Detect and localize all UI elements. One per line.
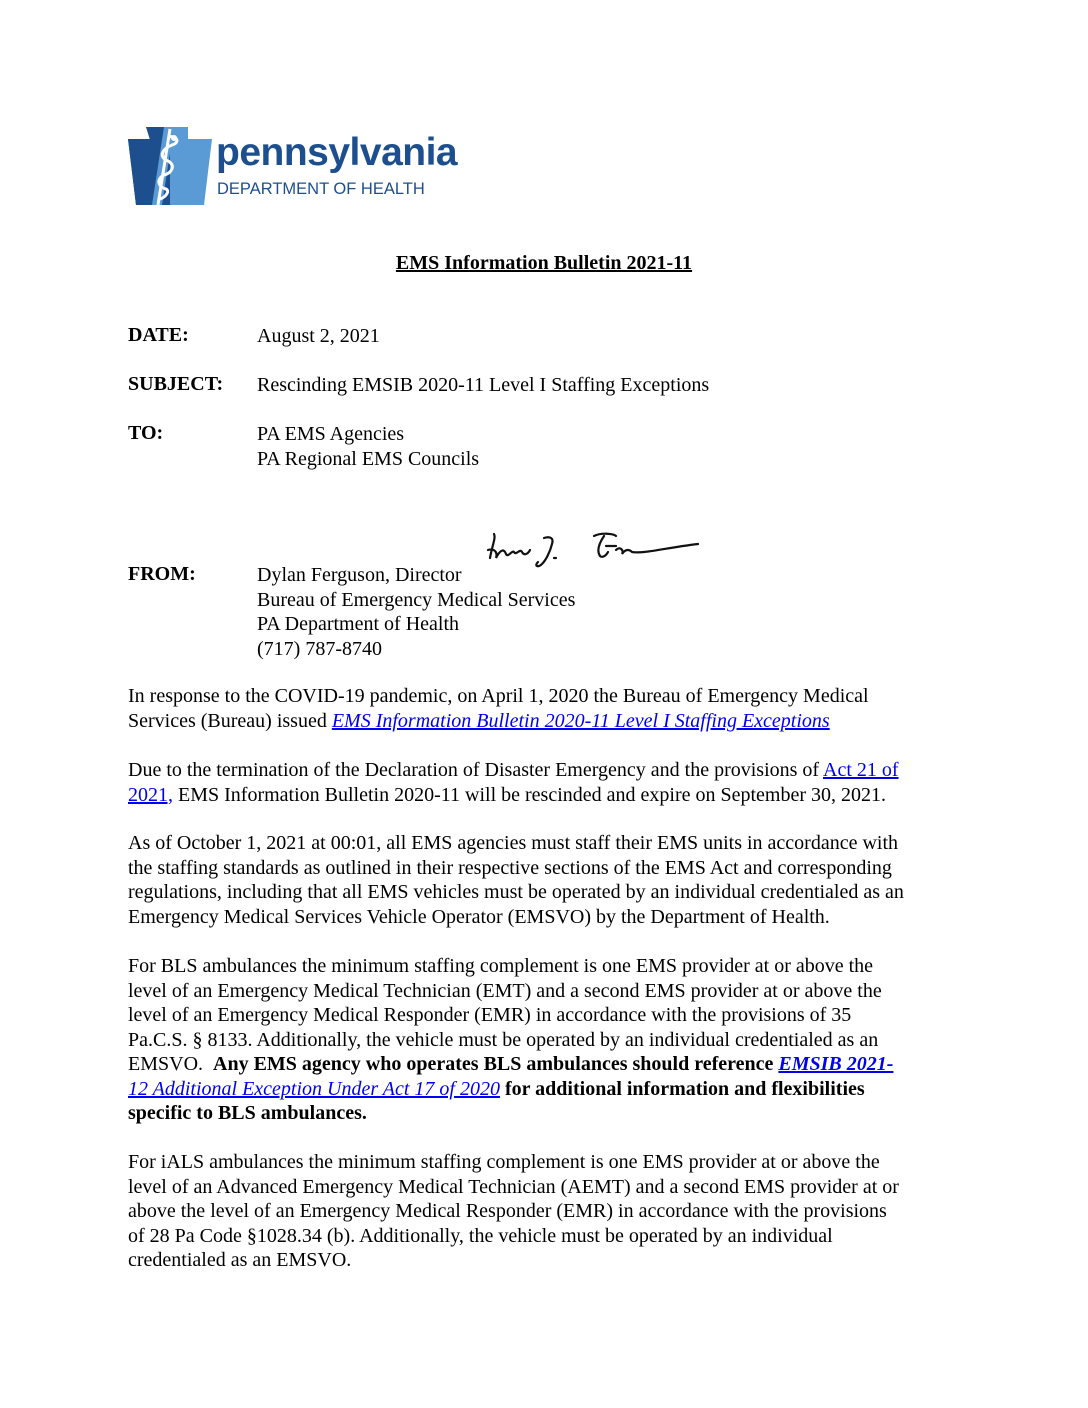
text-line: For BLS ambulances the minimum staffing complement is one EMS provider at or above the [128,955,874,977]
emsib-2020-11-link[interactable]: EMS Information Bulletin 2020-11 Level I Staffing Exceptions [331,709,830,732]
subject-label: SUBJECT: [128,373,224,395]
text-line [128,1101,958,1126]
text-line: Emergency Medical Services Vehicle Operator (EMSVO) by the Department of Health. [128,905,830,928]
to-line: PA Regional EMS Councils [257,447,480,470]
text-line: regulations, including that all EMS vehicles must be operated by an individual credentialed as an [128,881,904,903]
text-line: level of an Advanced Emergency Medical Technician (AEMT) and a second EMS provider at or [128,1175,899,1198]
text-segment: EMSVO. [128,1053,214,1075]
text-line: For iALS ambulances the minimum staffing complement is one EMS provider at or above the [128,1151,880,1173]
from-line: Dylan Ferguson, Director [257,564,462,586]
to-label: TO: [128,422,164,444]
from-label: FROM: [128,563,196,585]
paragraph-bls-ambulances [128,954,958,1126]
text-line: As of October 1, 2021 at 00:01, all EMS agencies must staff their EMS units in accordance with [128,832,899,854]
text-segment: Services (Bureau) issued [128,709,332,732]
logo-wordmark: pennsylvania [216,131,458,174]
text-segment: Due to the termination of the Declaration of Disaster Emergency and the provisions of [128,759,823,781]
to-recipients [257,422,479,471]
act-21-link-continued[interactable]: 2021, [128,783,173,806]
bulletin-title: EMS Information Bulletin 2021-11 [395,252,693,274]
bold-notice: Any EMS agency who operates BLS ambulances should reference [213,1053,779,1075]
from-sender [257,563,575,661]
logo-department: DEPARTMENT OF HEALTH [217,180,425,198]
text-line: In response to the COVID-19 pandemic, on April 1, 2020 the Bureau of Emergency Medical [128,685,869,707]
text-line [128,783,958,808]
pa-doh-logo [128,127,458,207]
act-21-link[interactable]: Act 21 of [823,759,899,781]
text-line: above the level of an Emergency Medical Responder (EMR) in accordance with the provisions [128,1200,887,1222]
bold-notice: for additional information and flexibilities [500,1077,865,1100]
from-line: (717) 787-8740 [257,637,382,660]
text-line: level of an Emergency Medical Technician (EMT) and a second EMS provider at or above the [128,979,882,1002]
text-line [128,709,958,734]
bold-notice: specific to BLS ambulances. [128,1102,367,1124]
emsib-2021-12-link[interactable]: EMSIB 2021- [778,1053,894,1075]
paragraph-october-staffing [128,831,958,929]
emsib-2021-12-link-continued[interactable]: 12 Additional Exception Under Act 17 of 2020 [128,1077,500,1100]
text-line [128,1052,958,1077]
text-line [128,758,958,783]
keystone-caduceus-icon [128,127,212,207]
text-line: level of an Emergency Medical Responder (EMR) in accordance with the provisions of 35 [128,1004,852,1026]
date-label: DATE: [128,324,189,346]
paragraph-ials-ambulances [128,1150,958,1273]
text-line: of 28 Pa Code §1028.34 (b). Additionally, the vehicle must be operated by an individual [128,1224,833,1247]
text-line: credentialed as an EMSVO. [128,1249,352,1271]
text-segment: EMS Information Bulletin 2020-11 will be rescinded and expire on September 30, 2021. [173,783,887,806]
date-value: August 2, 2021 [257,325,380,347]
to-line: PA EMS Agencies [257,423,405,445]
text-line [128,1077,958,1102]
paragraph-termination [128,758,958,807]
paragraph-covid-response [128,684,958,733]
text-line: the staffing standards as outlined in their respective sections of the EMS Act and corresponding [128,856,892,879]
from-line: Bureau of Emergency Medical Services [257,588,576,611]
subject-value: Rescinding EMSIB 2020-11 Level I Staffing Exceptions [257,374,710,396]
from-line: PA Department of Health [257,613,460,635]
text-line: Pa.C.S. § 8133. Additionally, the vehicle must be operated by an individual credentialed as an [128,1028,879,1051]
